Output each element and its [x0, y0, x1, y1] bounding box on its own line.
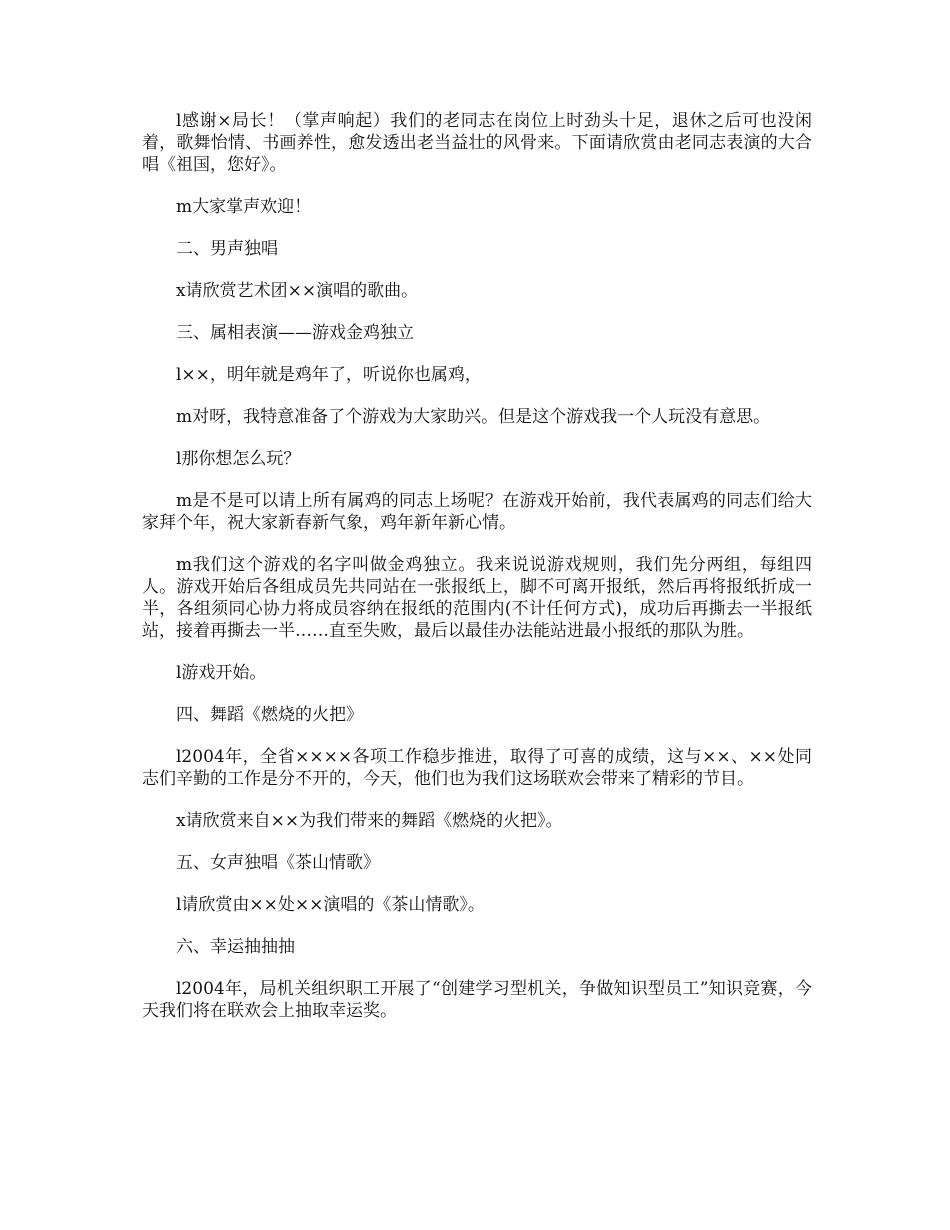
section-heading-4: 四、舞蹈《燃烧的火把》 — [176, 705, 363, 725]
paragraph-dialog-1: l××，明年就是鸡年了，听说你也属鸡， — [176, 365, 482, 385]
section-heading-6: 六、幸运抽抽抽 — [176, 937, 295, 957]
paragraph-achievements: l2004年，全省××××各项工作稳步推进，取得了可喜的成绩，这与××、××处同志们辛勤的工作是分不开的，今天，他们也为我们这场联欢会带来了精彩的节目。 — [142, 747, 812, 789]
paragraph-song-intro: x请欣赏艺术团××演唱的歌曲。 — [176, 281, 419, 301]
paragraph-dialog-4: m是不是可以请上所有属鸡的同志上场呢？在游戏开始前，我代表属鸡的同志们给大家拜个年，祝大家新春新气象，鸡年新年新心情。 — [142, 491, 812, 533]
paragraph-applause: m大家掌声欢迎！ — [176, 197, 312, 217]
document-body — [142, 110, 812, 1022]
paragraph-dialog-2: m对呀，我特意准备了个游戏为大家助兴。但是这个游戏我一个人玩没有意思。 — [176, 407, 771, 427]
paragraph-song2-intro: l请欣赏由××处××演唱的《茶山情歌》。 — [176, 895, 485, 915]
paragraph-host-thanks: l感谢×局长！（掌声响起）我们的老同志在岗位上时劲头十足，退休之后可也没闲着，歌舞怡情、书画养性，愈发透出老当益壮的风骨来。下面请欣赏由老同志表演的大合唱《祖国，您好》。 — [142, 111, 812, 175]
section-heading-2: 二、男声独唱 — [176, 239, 278, 259]
paragraph-dance-intro: x请欣赏来自××为我们带来的舞蹈《燃烧的火把》。 — [176, 811, 563, 831]
paragraph-game-rules: m我们这个游戏的名字叫做金鸡独立。我来说说游戏规则，我们先分两组，每组四人。游戏开始后各组成员先共同站在一张报纸上，脚不可离开报纸，然后再将报纸折成一半，各组须同心协力将成员容纳在报纸的范围内(不计任何方式)，成功后再撕去一半报纸站，接着再撕去一半……直至失败，最后以最佳办法能站进最小报纸的那队为胜。 — [142, 555, 812, 641]
paragraph-dialog-3: l那你想怎么玩？ — [176, 449, 301, 469]
section-heading-5: 五、女声独唱《茶山情歌》 — [176, 853, 380, 873]
paragraph-game-start: l游戏开始。 — [176, 663, 267, 683]
section-heading-3: 三、属相表演——游戏金鸡独立 — [176, 323, 414, 343]
paragraph-lottery: l2004年，局机关组织职工开展了“创建学习型机关，争做知识型员工”知识竞赛，今天我们将在联欢会上抽取幸运奖。 — [142, 979, 812, 1021]
